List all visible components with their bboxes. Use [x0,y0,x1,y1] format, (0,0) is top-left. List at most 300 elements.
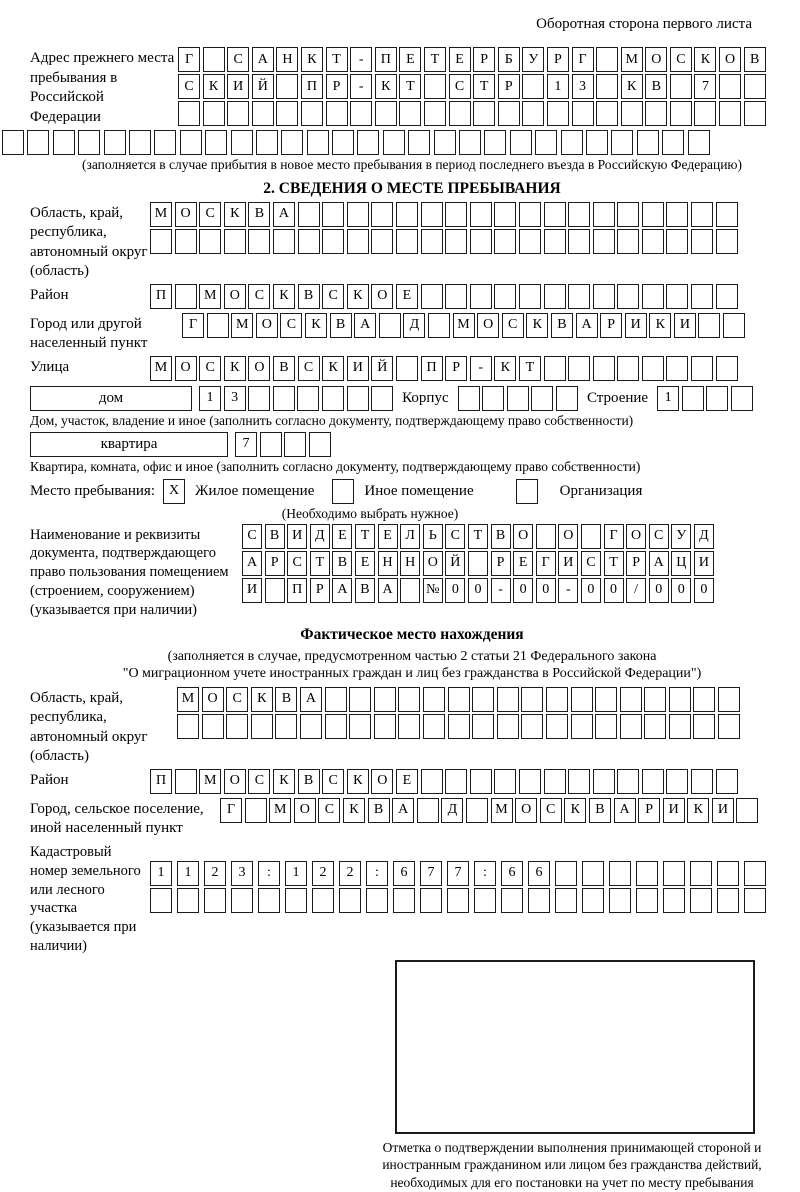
form-cell: М [199,769,221,794]
form-cell [350,101,372,126]
form-cell [301,101,323,126]
form-cell: Г [604,524,624,549]
form-cell [256,130,278,155]
form-cell: / [626,578,646,603]
form-cell: Р [326,74,348,99]
form-cell: И [663,798,685,823]
previous-address-label: Адрес прежнего места пребывания в Российской Федерации [30,50,175,125]
form-cell [519,229,541,254]
form-cell: - [350,74,372,99]
form-cell: К [224,202,246,227]
form-cell: А [649,551,669,576]
form-cell: К [494,356,516,381]
form-cell: О [645,47,667,72]
form-cell [420,888,442,913]
form-cell: Б [498,47,520,72]
form-cell: А [332,578,352,603]
form-cell: П [150,769,172,794]
form-cell: О [558,524,578,549]
form-cell: М [150,202,172,227]
form-cell: Р [265,551,285,576]
form-cell [129,130,151,155]
form-cell: А [614,798,636,823]
form-cell [339,888,361,913]
form-cell [666,284,688,309]
form-cell: 0 [694,578,714,603]
form-cell [400,578,420,603]
form-cell [374,687,396,712]
form-cell [231,888,253,913]
form-cell: П [301,74,323,99]
form-cell [494,229,516,254]
form-cell: 0 [649,578,669,603]
form-cell [718,687,740,712]
form-cell: К [694,47,716,72]
form-cell: П [421,356,443,381]
form-cell [53,130,75,155]
form-cell [366,888,388,913]
form-cell [371,229,393,254]
form-cell: И [694,551,714,576]
form-cell [617,284,639,309]
actual-district-label: Район [30,771,69,788]
form-cell [445,202,467,227]
cell-row [150,861,766,886]
form-cell [528,888,550,913]
document-rows [242,524,714,605]
previous-address-field [30,47,794,128]
form-cell: 1 [177,861,199,886]
form-cell: Р [600,313,622,338]
form-cell [383,130,405,155]
form-cell [178,101,200,126]
form-cell [347,202,369,227]
form-cell: Е [399,47,421,72]
form-cell [470,229,492,254]
form-cell: В [332,551,352,576]
form-cell: 2 [339,861,361,886]
form-cell [694,101,716,126]
form-cell [371,386,393,411]
form-cell: М [621,47,643,72]
form-cell: Г [178,47,200,72]
form-cell: Й [445,551,465,576]
form-cell [349,714,371,739]
actual-region-rows [177,687,740,741]
form-cell: Е [396,769,418,794]
form-cell: Г [572,47,594,72]
form-cell [231,130,253,155]
form-cell [398,687,420,712]
form-cell: 0 [581,578,601,603]
form-cell: М [269,798,291,823]
district-field [30,284,794,311]
form-cell [260,432,282,457]
apartment-row [30,432,794,457]
form-cell: О [202,687,224,712]
cadastral-label: Кадастровый номер земельного или лесного участка (указывается при наличии) [30,843,141,955]
form-cell: - [350,47,372,72]
form-cell [611,130,633,155]
form-cell [691,769,713,794]
form-cell [519,202,541,227]
form-cell [445,769,467,794]
option-label-residential: Жилое помещение [195,482,315,499]
form-cell [421,284,443,309]
house-caption: Дом, участок, владение и иное (заполнить согласно документу, подтверждающему право собственности) [30,412,634,428]
form-cell [666,356,688,381]
form-cell [357,130,379,155]
form-cell: - [558,578,578,603]
form-cell: С [449,74,471,99]
form-cell [445,229,467,254]
form-cell: И [227,74,249,99]
form-cell [398,714,420,739]
form-cell [717,888,739,913]
actual-location-title: Фактическое место нахождения [300,625,524,643]
form-cell: Т [468,524,488,549]
form-cell [27,130,49,155]
form-cell [322,386,344,411]
form-cell: Д [310,524,330,549]
form-cell [593,356,615,381]
form-cell [326,101,348,126]
form-cell: Д [441,798,463,823]
form-cell: Д [694,524,714,549]
form-cell [150,888,172,913]
form-cell [544,229,566,254]
apartment-cells [235,432,331,457]
form-cell: Т [355,524,375,549]
form-cell [300,714,322,739]
form-cell: М [150,356,172,381]
form-cell: К [273,284,295,309]
form-cell [670,74,692,99]
form-cell: А [300,687,322,712]
form-cell [276,101,298,126]
form-cell [669,687,691,712]
city-field [30,313,794,354]
form-cell: О [626,524,646,549]
form-cell: С [178,74,200,99]
form-cell: В [368,798,390,823]
form-cell [510,130,532,155]
form-cell [150,229,172,254]
form-cell [332,130,354,155]
form-cell [571,714,593,739]
form-cell: С [199,202,221,227]
section2-title: 2. СВЕДЕНИЯ О МЕСТЕ ПРЕБЫВАНИЯ [263,179,561,197]
form-cell: О [371,769,393,794]
actual-city-label: Город, сельское поселение, иной населенный пункт [30,800,204,837]
form-cell: Р [445,356,467,381]
form-cell [498,101,520,126]
form-cell: Д [403,313,425,338]
form-cell: С [199,356,221,381]
form-cell [399,101,421,126]
form-cell [396,229,418,254]
form-cell: О [224,769,246,794]
form-cell [718,714,740,739]
form-cell: С [322,769,344,794]
form-cell: О [515,798,537,823]
form-cell [644,714,666,739]
form-cell: К [305,313,327,338]
form-cell: - [491,578,511,603]
form-cell [581,524,601,549]
form-cell: К [347,769,369,794]
district-label: Район [30,286,69,303]
form-cell: 6 [528,861,550,886]
form-cell [547,101,569,126]
previous-address-overflow-row [2,130,794,155]
form-cell [670,101,692,126]
cell-row [150,769,738,794]
form-cell [199,229,221,254]
form-cell [226,714,248,739]
cadastral-rows [150,841,766,915]
form-cell: А [392,798,414,823]
form-cell [645,101,667,126]
checkbox-organization [516,479,538,504]
cell-row [150,888,766,913]
form-cell: О [224,284,246,309]
cell-row [150,284,738,309]
form-cell [297,386,319,411]
form-cell [497,714,519,739]
form-cell: Ц [671,551,691,576]
form-cell: Г [536,551,556,576]
form-cell: П [375,47,397,72]
form-cell: Е [513,551,533,576]
actual-region-label: Область, край, республика, автономный округ (область) [30,689,148,765]
form-cell [374,714,396,739]
form-cell [690,888,712,913]
form-cell: О [423,551,443,576]
form-cell: И [242,578,262,603]
form-cell: О [175,202,197,227]
form-cell: Р [310,578,330,603]
form-cell: В [273,356,295,381]
document-label: Наименование и реквизиты документа, подтверждающего право пользования помещением (строением, сооружением) (указывается при наличии) [30,526,229,618]
form-cell [428,313,450,338]
cell-row [177,687,740,712]
form-cell: Р [626,551,646,576]
form-cell: О [719,47,741,72]
form-cell [521,714,543,739]
form-cell: К [301,47,323,72]
form-cell [276,74,298,99]
form-cell [309,432,331,457]
form-cell [593,229,615,254]
form-cell [245,798,267,823]
form-cell [423,714,445,739]
form-cell [473,101,495,126]
house-box-label: дом [30,386,192,411]
form-cell: : [366,861,388,886]
form-cell [731,386,753,411]
form-cell [393,888,415,913]
form-cell: 0 [536,578,556,603]
form-cell [690,861,712,886]
form-cell [642,356,664,381]
form-cell [175,284,197,309]
form-cell: У [522,47,544,72]
form-cell [177,714,199,739]
form-cell [417,798,439,823]
form-cell: Т [399,74,421,99]
form-cell: И [347,356,369,381]
form-cell: 6 [393,861,415,886]
form-cell: В [275,687,297,712]
form-cell [519,284,541,309]
checkbox-residential: X [163,479,185,504]
form-cell: К [375,74,397,99]
form-cell [180,130,202,155]
form-cell: К [273,769,295,794]
form-cell [284,432,306,457]
form-cell [224,229,246,254]
form-cell [716,229,738,254]
form-cell [445,284,467,309]
form-cell [617,356,639,381]
form-cell [669,714,691,739]
form-cell: 1 [547,74,569,99]
form-cell: Л [400,524,420,549]
form-cell [248,386,270,411]
form-cell: П [287,578,307,603]
form-cell: 0 [468,578,488,603]
form-cell [593,284,615,309]
form-cell: О [477,313,499,338]
form-cell: К [621,74,643,99]
form-cell: С [226,687,248,712]
form-cell: С [248,284,270,309]
form-cell: В [589,798,611,823]
form-cell [698,313,720,338]
form-cell [396,356,418,381]
house-number-cells [199,386,393,411]
form-cell: Й [371,356,393,381]
form-cell [281,130,303,155]
page-side-note: Оборотная сторона первого листа [536,16,752,32]
form-cell [663,888,685,913]
form-cell [544,284,566,309]
form-cell [497,687,519,712]
form-cell: К [347,284,369,309]
form-cell [375,101,397,126]
form-cell [447,888,469,913]
form-cell [470,202,492,227]
form-cell: М [453,313,475,338]
form-cell: В [551,313,573,338]
street-field [30,356,794,383]
street-label: Улица [30,358,70,375]
form-cell: С [298,356,320,381]
form-cell: И [625,313,647,338]
form-cell: 0 [445,578,465,603]
form-cell [494,284,516,309]
form-cell: К [687,798,709,823]
form-cell [154,130,176,155]
form-cell [568,229,590,254]
form-cell [104,130,126,155]
city-label: Город или другой населенный пункт [30,315,148,352]
form-cell: 1 [150,861,172,886]
form-cell: В [744,47,766,72]
form-cell [275,714,297,739]
form-cell [521,687,543,712]
form-cell: Р [473,47,495,72]
form-cell: В [298,284,320,309]
form-cell [609,861,631,886]
form-cell [716,769,738,794]
form-cell: А [378,578,398,603]
form-cell [531,386,553,411]
form-cell [202,714,224,739]
form-cell: С [581,551,601,576]
form-cell: Е [355,551,375,576]
form-cell [637,130,659,155]
form-cell: С [670,47,692,72]
form-cell [716,284,738,309]
form-cell [561,130,583,155]
form-cell [175,769,197,794]
form-cell [571,687,593,712]
cell-row [150,202,738,227]
form-cell [482,386,504,411]
form-cell [744,861,766,886]
form-cell [544,356,566,381]
form-cell: № [423,578,443,603]
actual-city-field [30,798,794,839]
form-cell [682,386,704,411]
form-cell: У [671,524,691,549]
form-cell: 1 [199,386,221,411]
form-cell: И [674,313,696,338]
form-cell: К [224,356,246,381]
form-cell: Р [638,798,660,823]
form-cell: К [251,687,273,712]
form-cell [555,888,577,913]
form-cell: 7 [420,861,442,886]
cell-row [178,74,766,99]
form-cell: В [265,524,285,549]
form-cell [744,74,766,99]
form-cell [248,229,270,254]
form-cell [568,769,590,794]
form-cell: О [256,313,278,338]
form-cell [448,687,470,712]
form-cell [693,687,715,712]
form-cell: Т [473,74,495,99]
form-cell: 0 [604,578,624,603]
cell-row [178,101,766,126]
form-cell [609,888,631,913]
form-cell [556,386,578,411]
form-cell [227,101,249,126]
form-cell [470,284,492,309]
form-cell: И [558,551,578,576]
form-cell [322,229,344,254]
korpus-cells [458,386,578,411]
previous-address-rows [178,47,766,128]
form-cell [636,888,658,913]
checkbox-other-premises [332,479,354,504]
form-cell [396,202,418,227]
form-cell [494,202,516,227]
apartment-caption: Квартира, комната, офис и иное (заполнить согласно документу, подтверждающему право собственности) [30,458,641,474]
